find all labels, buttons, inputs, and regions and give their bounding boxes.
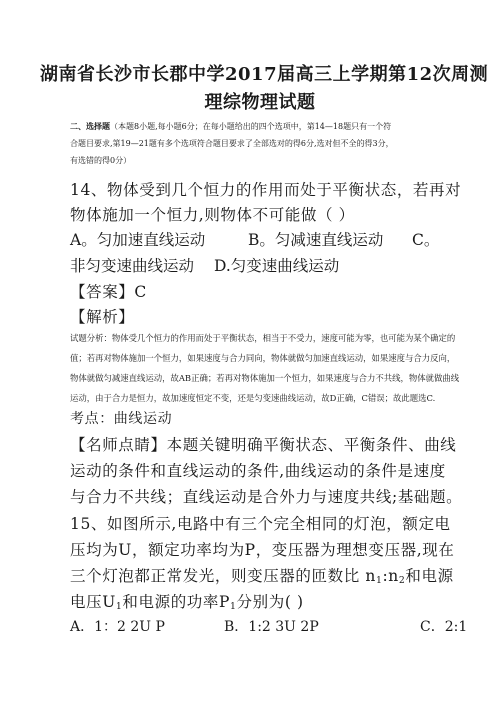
q14-analysis-heading: 【解析】: [70, 308, 135, 326]
section-instructions-line3: 有选错的得0分）: [70, 156, 132, 165]
q15-stem-line1: 15、如图所示,电路中有三个完全相同的灯泡，额定电: [70, 515, 451, 533]
q14-option-a: A。匀加速直线运动: [70, 231, 206, 249]
q14-option-b: B。匀减速直线运动: [248, 231, 384, 249]
q15-stem-line2: 压均为U，额定功率均为P，变压器为理想变压器,现在: [70, 541, 455, 559]
q14-analysis-line4: 运动，由于合力是恒力，故加速度恒定不变，还是匀变速曲线运动，故D正确，C错误；故此题选C.: [70, 393, 436, 403]
q14-tip-line3: 与合力不共线；直线运动是合外力与速度共线;基础题。: [70, 488, 463, 506]
section-label: 二、选择题: [70, 121, 110, 131]
q14-stem-line1: 14、物体受到几个恒力的作用而处于平衡状态，若再对: [70, 181, 462, 199]
q14-option-d: D.匀变速曲线运动: [214, 257, 340, 275]
q14-analysis-line3: 物体就做匀减速直线运动，故AB正确；若再对物体施加一个恒力，如果速度与合力不共线，物体就做曲线: [70, 373, 460, 383]
q14-stem-line2: 物体施加一个恒力,则物体不可能做（ ）: [70, 206, 355, 224]
document-title-line1: 湖南省长沙市长郡中学2017届高三上学期第12次周测: [40, 64, 489, 85]
q15-option-c: C．2:1: [420, 619, 468, 635]
q14-answer: 【答案】C: [70, 283, 147, 301]
q14-analysis-line2: 值；若再对物体施加一个恒力，如果速度与合力同向，物体就做匀加速直线运动，如果速度与合力反向，: [70, 353, 456, 363]
q15-stem-line3: 三个灯泡都正常发光，则变压器的匝数比 $n_1:n_2$和电源: [70, 567, 454, 586]
section-instructions-line1: 二、选择题（本题8小题,每小题6分；在每小题给出的四个选项中，第14—18题只有一个符: [70, 121, 392, 131]
q14-analysis-line1: 试题分析：物体受几个恒力的作用而处于平衡状态，相当于不受力，速度可能为零，也可能为某个确定的: [70, 333, 456, 343]
q15-option-a: A．1：2 2U P: [70, 619, 165, 635]
q14-tip-line1: 【名师点睛】本题关键明确平衡状态、平衡条件、曲线: [70, 436, 457, 454]
q14-option-c-label: C。: [412, 231, 440, 249]
q15-stem-line4: 电压$U_1$和电源的功率$P_1$分别为( ): [70, 593, 304, 612]
document-title-line2: 理综物理试题: [204, 92, 316, 113]
q15-option-b: B．1:2 3U 2P: [224, 619, 319, 635]
q14-tip-line2: 运动的条件和直线运动的条件,曲线运动的条件是速度: [70, 462, 446, 480]
section-instructions-line2: 合题目要求,第19—21题有多个选项符合题目要求了全部选对的得6分,选对但不全的得3分，: [70, 139, 394, 148]
q14-topic: 考点：曲线运动: [70, 411, 173, 427]
q14-option-c-text: 非匀变速曲线运动: [70, 257, 195, 275]
